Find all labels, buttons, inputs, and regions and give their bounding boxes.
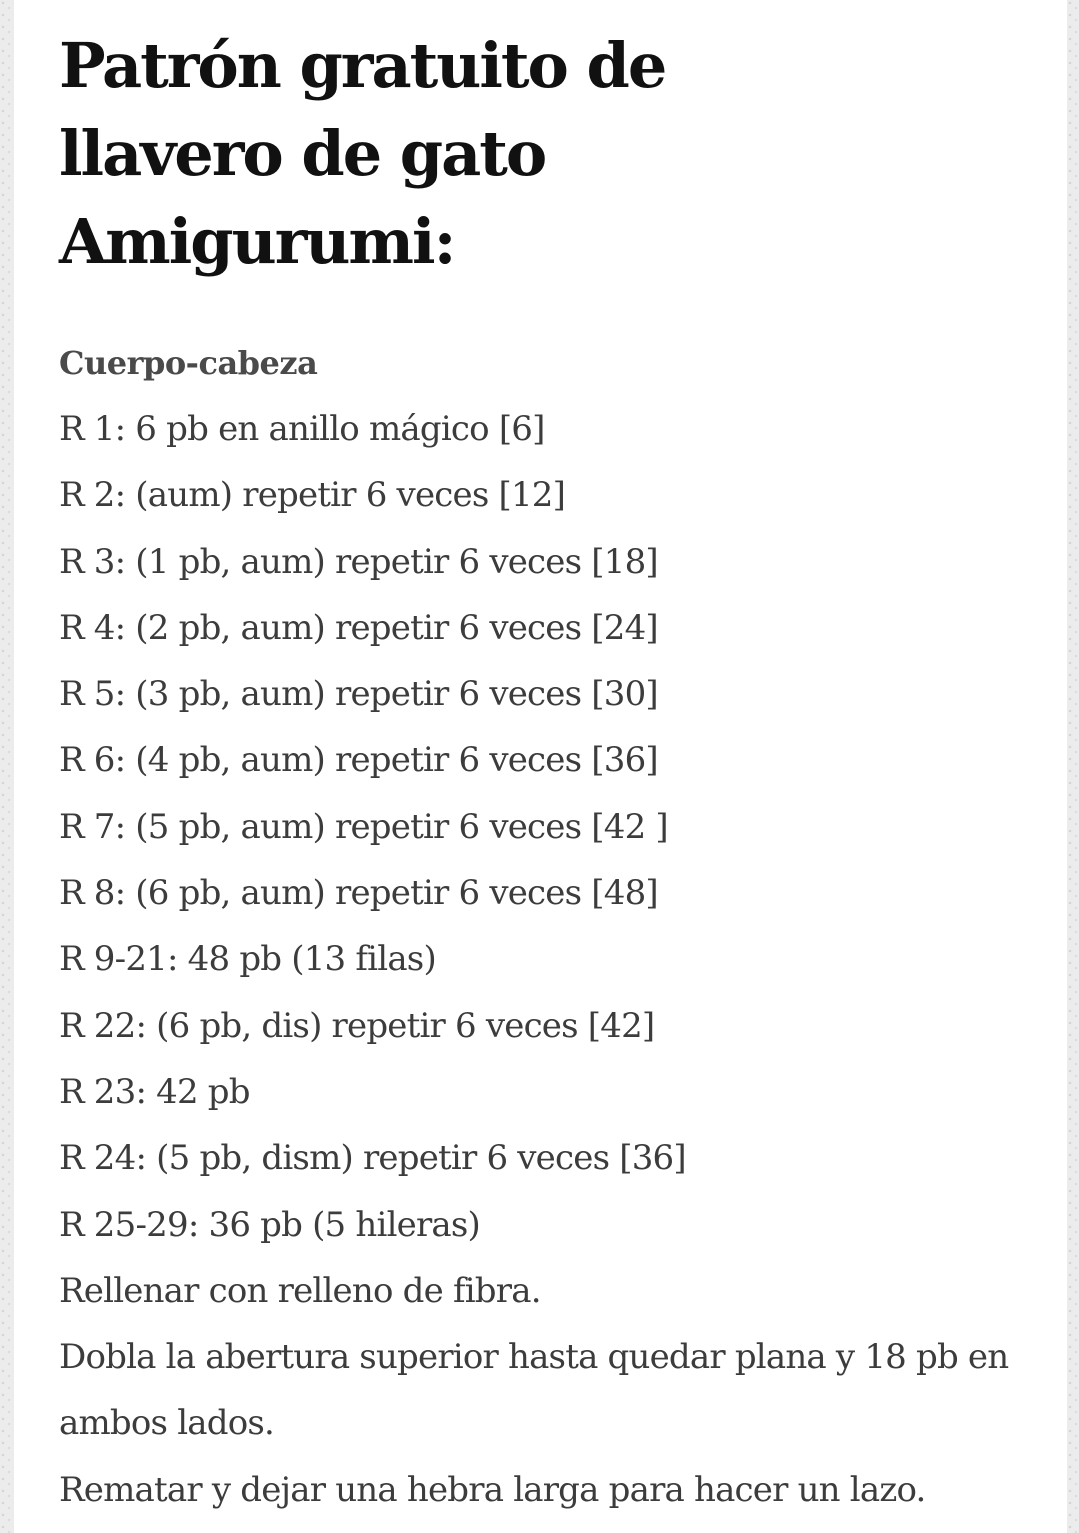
left-textured-margin (0, 0, 14, 1533)
pattern-row-8: R 8: (6 pb, aum) repetir 6 veces [48] (59, 873, 658, 914)
pattern-row-24: R 24: (5 pb, dism) repetir 6 veces [36] (59, 1138, 686, 1179)
pattern-row-1: R 1: 6 pb en anillo mágico [6] (59, 409, 545, 449)
instruction-fold: Dobla la abertura superior hasta quedar plana y 18 pb en ambos lados. (59, 1337, 1009, 1444)
page-title: Patrón gratuito de llavero de gato Amigurumi: (59, 29, 666, 278)
pattern-rows-list (59, 396, 1067, 1258)
instructions-list (59, 1258, 1067, 1523)
pattern-row-3: R 3: (1 pb, aum) repetir 6 veces [18] (59, 541, 658, 582)
instruction-stuff: Rellenar con relleno de fibra. (59, 1270, 541, 1311)
pattern-row-9-21: R 9-21: 48 pb (13 filas) (59, 939, 436, 980)
right-textured-margin (1067, 0, 1079, 1533)
instruction-finish: Rematar y dejar una hebra larga para hacer un lazo. (59, 1469, 926, 1510)
section-heading: Cuerpo-cabeza (59, 344, 318, 382)
pattern-row-5: R 5: (3 pb, aum) repetir 6 veces [30] (59, 674, 658, 715)
pattern-row-2: R 2: (aum) repetir 6 veces [12] (59, 475, 566, 516)
pattern-row-22: R 22: (6 pb, dis) repetir 6 veces [42] (59, 1005, 655, 1046)
pattern-row-4: R 4: (2 pb, aum) repetir 6 veces [24] (59, 607, 658, 648)
pattern-row-6: R 6: (4 pb, aum) repetir 6 veces [36] (59, 740, 658, 781)
article-content (14, 0, 1067, 1533)
pattern-row-7: R 7: (5 pb, aum) repetir 6 veces [42 ] (59, 806, 668, 847)
pattern-row-25-29: R 25-29: 36 pb (5 hileras) (59, 1204, 481, 1245)
pattern-row-23: R 23: 42 pb (59, 1071, 250, 1112)
